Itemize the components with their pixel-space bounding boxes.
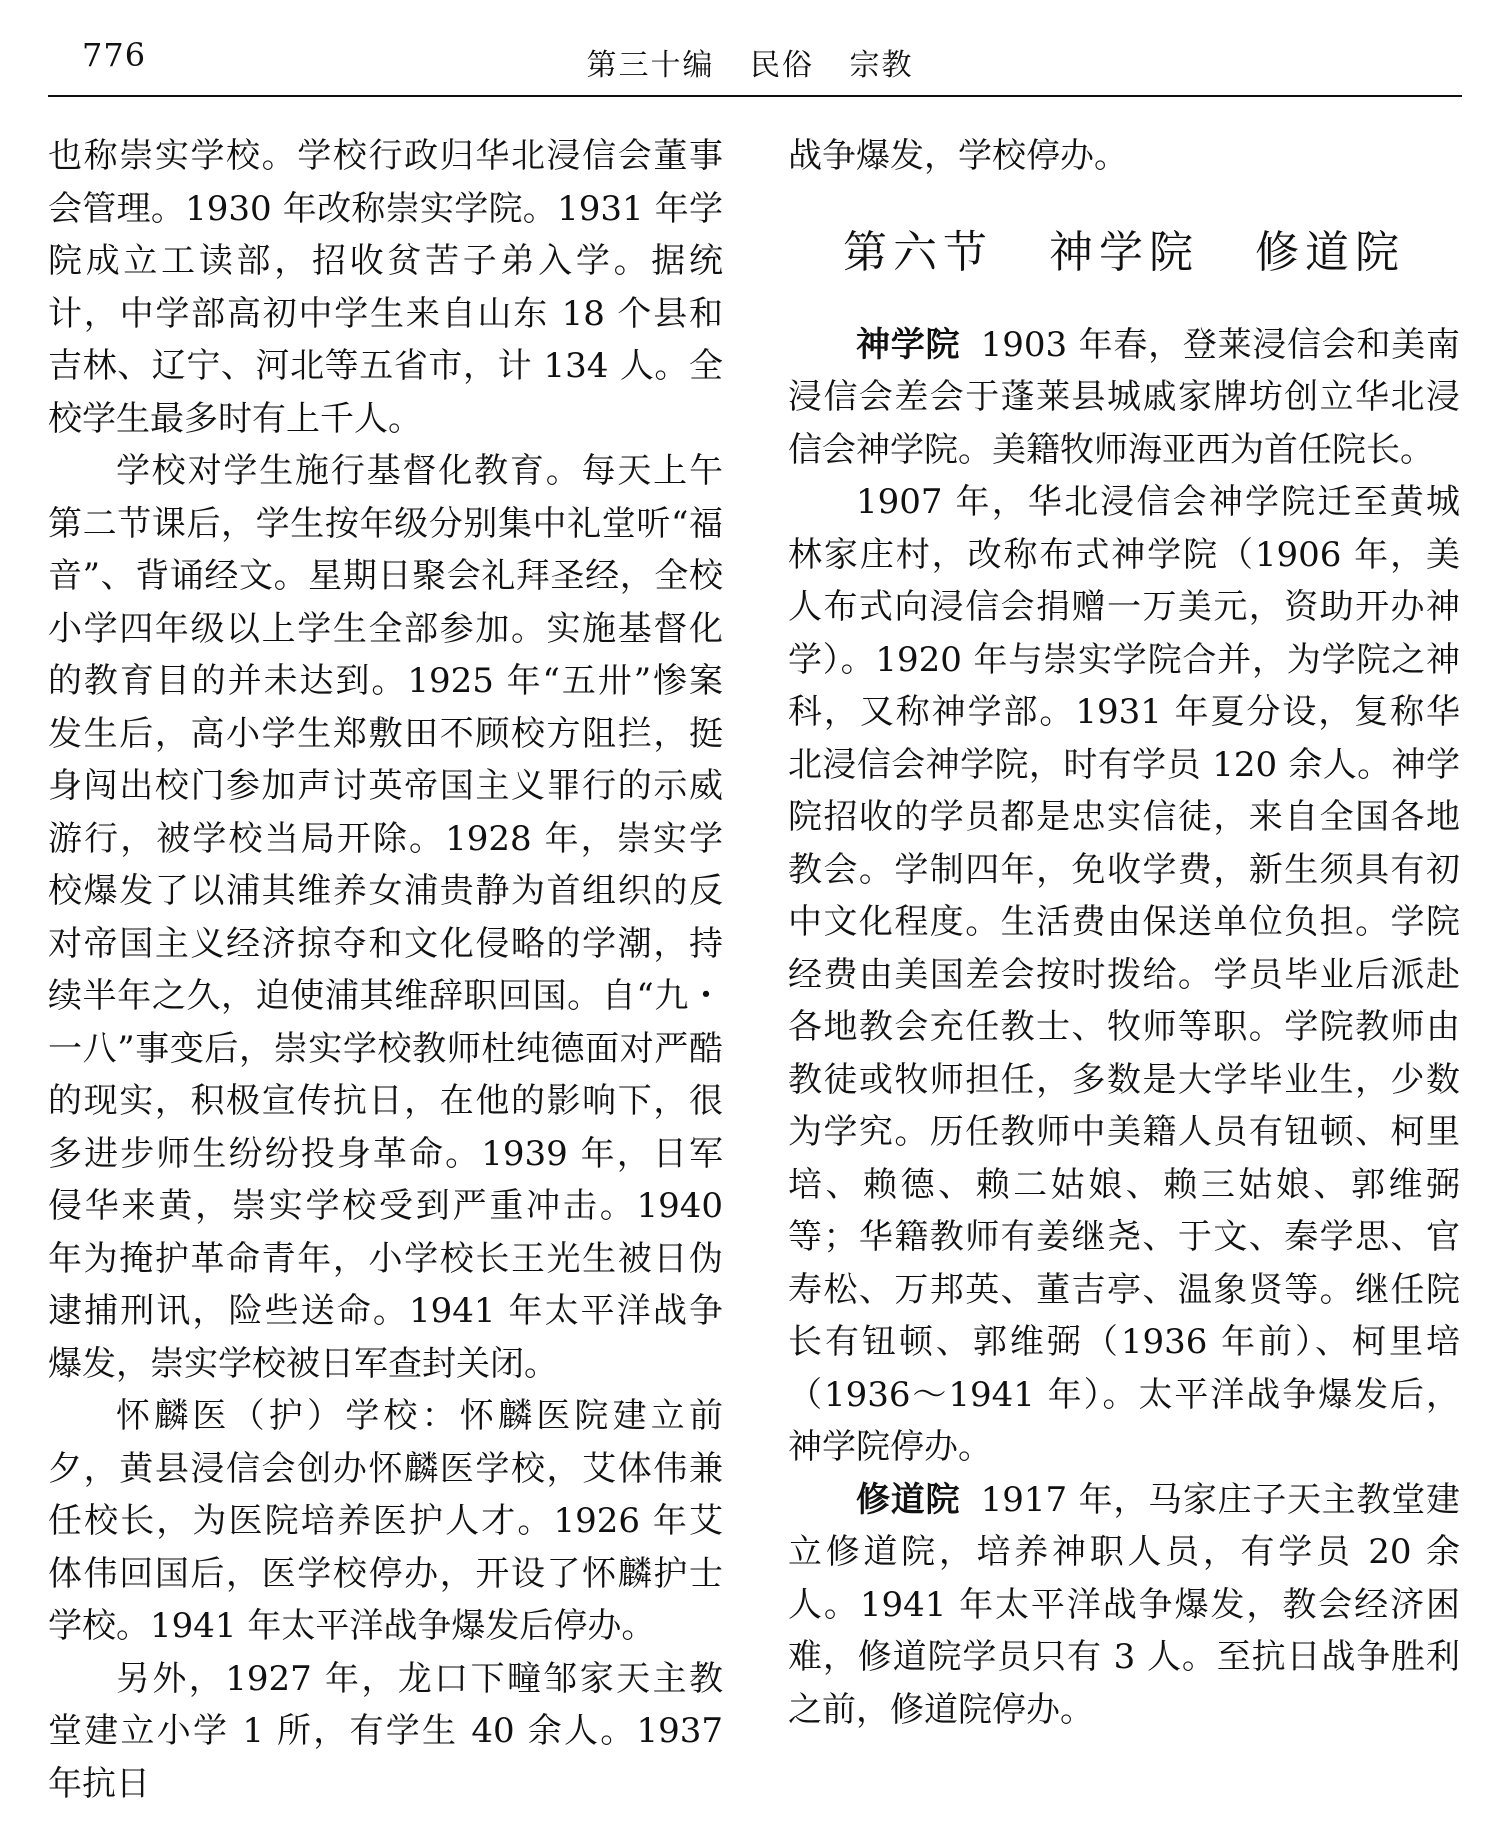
- section-heading-part: 神学院: [1049, 226, 1199, 278]
- run-in-heading: 修道院: [856, 1479, 961, 1520]
- paragraph: 战争爆发，学校停办。: [788, 136, 1128, 176]
- paragraph: 也称崇实学校。学校行政归华北浸信会董事会管理。1930 年改称崇实学院。1931 年学院成立工读部，招收贫苦子弟入学。据统计，中学部高初中学生来自山东 18 个县和吉林、辽宁、河北等五省市，计 134 人。全校学生最多时有上千人。: [48, 136, 723, 439]
- right-column: [788, 130, 1460, 1736]
- paragraph: 1907 年，华北浸信会神学院迁至黄城林家庄村，改称布式神学院（1906 年，美人布式向浸信会捐赠一万美元，资助开办神学）。1920 年与崇实学院合并，为学院之神科，又称神学部。1931 年夏分设，复称华北浸信会神学院，时有学员 120 余人。神学院招收的学员都是忠实信徒，来自全国各地教会。学制四年，免收学费，新生须具有初中文化程度。生活费由保送单位负担。学院经费由美国差会按时拨给。学员毕业后派赴各地教会充任教士、牧师等职。学院教师由教徒或牧师担任，多数是大学毕业生，少数为学究。历任教师中美籍人员有钮顿、柯里培、赖德、赖二姑娘、赖三姑娘、郭维弼等；华籍教师有姜继尧、于文、秦学思、官寿松、万邦英、董吉亭、温象贤等。继任院长有钮顿、郭维弼（1936 年前）、柯里培（1936～1941 年）。太平洋战争爆发后，神学院停办。: [788, 482, 1460, 1467]
- paragraph: 怀麟医（护）学校：怀麟医院建立前夕，黄县浸信会创办怀麟医学校，艾体伟兼任校长，为医院培养医护人才。1926 年艾体伟回国后，医学校停办，开设了怀麟护士学校。1941 年太平洋战争爆发后停办。: [48, 1396, 723, 1646]
- running-head-part: 宗教: [849, 48, 914, 83]
- paragraph: [788, 1474, 1460, 1737]
- running-head: [0, 40, 1500, 84]
- left-column: [48, 130, 723, 1810]
- paragraph-text: 1917 年，马家庄子天主教堂建立修道院，培养神职人员，有学员 20 余人。1941 年太平洋战争爆发，教会经济困难，修道院学员只有 3 人。至抗日战争胜利之前，修道院停办。: [788, 1479, 1460, 1730]
- paragraph: 学校对学生施行基督化教育。每天上午第二节课后，学生按年级分别集中礼堂听“福音”、背诵经文。星期日聚会礼拜圣经，全校小学四年级以上学生全部参加。实施基督化的教育目的并未达到。1925 年“五卅”惨案发生后，高小学生郑敷田不顾校方阻拦，挺身闯出校门参加声讨英帝国主义罪行的示威游行，被学校当局开除。1928 年，崇实学校爆发了以浦其维养女浦贵静为首组织的反对帝国主义经济掠夺和文化侵略的学潮，持续半年之久，迫使浦其维辞职回国。自“九・一八”事变后，崇实学校教师杜纯德面对严酷的现实，积极宣传抗日，在他的影响下，很多进步师生纷纷投身革命。1939 年，日军侵华来黄，崇实学校受到严重冲击。1940 年为掩护革命青年，小学校长王光生被日伪逮捕刑讯，险些送命。1941 年太平洋战争爆发，崇实学校被日军查封关闭。: [48, 451, 723, 1384]
- paragraph: 另外，1927 年，龙口下疃邹家天主教堂建立小学 1 所，有学生 40 余人。1937 年抗日: [48, 1658, 723, 1804]
- header-rule: [48, 95, 1462, 97]
- run-in-heading: 神学院: [856, 324, 961, 365]
- running-head-part: 第三十编: [586, 48, 715, 83]
- running-head-part: 民俗: [750, 48, 814, 83]
- section-heading-part: 修道院: [1255, 226, 1405, 278]
- section-heading-part: 第六节: [843, 226, 993, 278]
- paragraph-text: 1903 年春，登莱浸信会和美南浸信会差会于蓬莱县城戚家牌坊创立华北浸信会神学院。美籍牧师海亚西为首任院长。: [788, 324, 1460, 470]
- paragraph: [788, 319, 1460, 477]
- section-heading: [788, 221, 1460, 285]
- page-number: 776: [82, 36, 147, 74]
